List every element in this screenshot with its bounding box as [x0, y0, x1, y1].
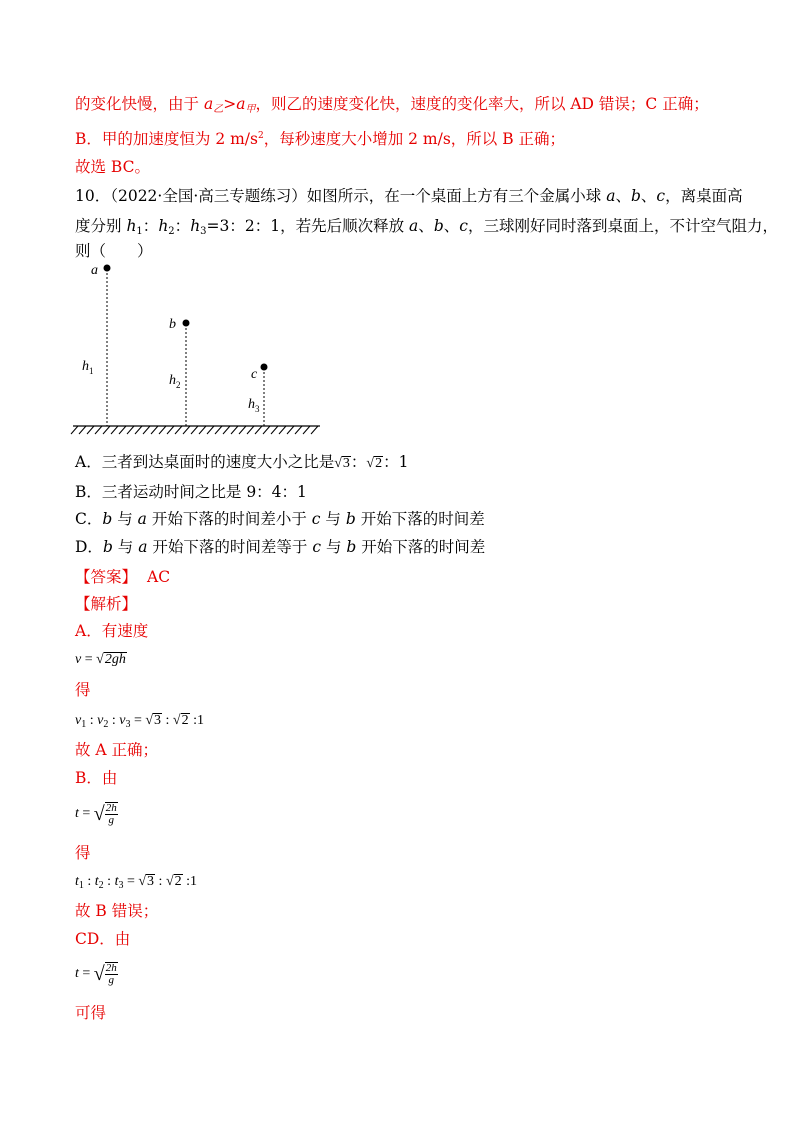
var: v — [97, 713, 104, 728]
var: h — [126, 217, 137, 235]
var: t — [114, 874, 119, 889]
text: : — [86, 713, 98, 728]
var: b — [346, 538, 357, 556]
text: ，则乙的速度变化快，速度的变化率大，所以 AD 错误；C 正确； — [255, 95, 709, 113]
label-a: a — [91, 263, 98, 278]
hatch-mark — [279, 426, 286, 434]
analysis-label: 【解析】 — [75, 595, 138, 613]
radicand: 2 — [174, 874, 182, 889]
denominator: g — [108, 814, 115, 826]
analysis-de-1: 得 — [75, 681, 91, 699]
radicand: 2 — [375, 456, 383, 471]
hatch-mark — [95, 426, 102, 434]
var: c — [311, 510, 321, 528]
text: 、 — [418, 217, 434, 235]
analysis-cd-intro: CD．由 — [75, 930, 131, 948]
equation-t-2: t = √ $\frac{2h}{g}$ — [75, 962, 117, 986]
option-b: B．三者运动时间之比是 9：4：1 — [75, 483, 307, 501]
var: t — [75, 966, 79, 982]
text: A．三者到达桌面时的速度大小之比是 — [75, 453, 335, 471]
text: = — [78, 806, 94, 822]
hatch-mark — [111, 426, 118, 434]
balls-figure — [70, 258, 330, 443]
hatch-mark — [127, 426, 134, 434]
text: C． — [75, 510, 103, 528]
text: 开始下落的时间差 — [356, 538, 486, 556]
ball-a — [104, 265, 111, 272]
hatch-mark — [239, 426, 246, 434]
text: B．甲的加速度恒为 2 m/s — [75, 130, 258, 148]
text: =3：2：1，若先后顺次释放 — [206, 217, 410, 235]
var: t — [94, 874, 99, 889]
sqrt-3: √3 — [334, 456, 350, 471]
label-h2: $h_2$ — [169, 373, 181, 390]
hatch-mark — [167, 426, 174, 434]
hatch-mark — [199, 426, 206, 434]
label-h3: $h_3$ — [248, 397, 260, 414]
hatch-mark — [151, 426, 158, 434]
hatch-mark — [215, 426, 222, 434]
equation-t-1: t = √ $\frac{2h}{g}$ — [75, 802, 117, 826]
text: ，三球刚好同时落到桌面上，不计空气阻力， — [467, 217, 778, 235]
analysis-de-2: 得 — [75, 844, 91, 862]
var: a — [409, 217, 419, 235]
text: : — [103, 874, 115, 889]
var: b — [102, 510, 113, 528]
hatch-mark — [271, 426, 278, 434]
subscript: 3 — [125, 719, 131, 730]
subscript: 3 — [118, 880, 124, 891]
numerator: 2h — [105, 962, 117, 974]
equation-time-ratio: $t_1$ : $t_2$ : $t_3 = √3$ : √2 :1 — [75, 874, 198, 891]
sqrt-2: √2 — [366, 456, 383, 471]
hatch-mark — [295, 426, 302, 434]
hatch-mark — [311, 426, 318, 434]
fraction — [105, 962, 118, 986]
var: t — [75, 806, 79, 822]
hatch-mark — [263, 426, 270, 434]
label-h1: $h_1$ — [82, 359, 94, 376]
text: 10．（2022·全国·高三专题练习）如图所示，在一个桌面上方有三个金属小球 — [75, 187, 607, 205]
subscript: 1 — [136, 226, 143, 237]
hatch-mark — [247, 426, 254, 434]
text: ，每秒速度大小增加 2 m/s，所以 B 正确； — [263, 130, 566, 148]
text: 、 — [443, 217, 460, 235]
hatch-marks — [71, 426, 318, 434]
var: v — [75, 713, 82, 728]
var: b — [433, 217, 444, 235]
text: 与 — [112, 510, 138, 528]
subscript: 乙 — [213, 104, 224, 115]
text: = — [78, 966, 94, 982]
text-line-1 — [75, 94, 709, 120]
radicand: 3 — [154, 713, 162, 728]
hatch-mark — [103, 426, 110, 434]
analysis-b-intro: B．由 — [75, 769, 118, 787]
text: 与 — [112, 538, 139, 556]
text: = — [123, 874, 139, 889]
var-a: a — [203, 95, 214, 113]
hatch-mark — [79, 426, 86, 434]
hatch-mark — [159, 426, 166, 434]
text: D． — [75, 538, 103, 556]
hatch-mark — [207, 426, 214, 434]
hatch-mark — [223, 426, 230, 434]
text: : — [83, 874, 95, 889]
subscript: 1 — [78, 880, 84, 891]
text: 开始下落的时间差小于 — [146, 510, 312, 528]
radicand: 3 — [147, 874, 155, 889]
var: c — [459, 217, 468, 235]
question-line-2 — [75, 216, 778, 242]
fraction — [105, 802, 118, 826]
var: v — [119, 713, 126, 728]
var: a — [138, 538, 148, 556]
hatch-mark — [231, 426, 238, 434]
radicand: 3 — [342, 456, 350, 471]
analysis-a-conclusion: 故 A 正确； — [75, 741, 159, 759]
text: = — [130, 713, 146, 728]
var-a: a — [236, 95, 246, 113]
ball-c — [261, 364, 268, 371]
subscript: 甲 — [245, 104, 256, 115]
hatch-mark — [119, 426, 126, 434]
text: 与 — [321, 538, 347, 556]
text: 、 — [640, 187, 657, 205]
text: 与 — [320, 510, 346, 528]
text: ，离桌面高 — [665, 187, 743, 205]
equation-v: v = √2gh — [75, 652, 126, 667]
analysis-b-conclusion: 故 B 错误； — [75, 902, 159, 920]
option-d — [75, 537, 485, 557]
var: b — [102, 538, 113, 556]
subscript: 3 — [200, 226, 207, 237]
text: :1 — [182, 874, 198, 889]
text: ：1 — [383, 453, 409, 471]
text: : — [155, 874, 166, 889]
text: ： — [142, 217, 159, 235]
var: b — [345, 510, 356, 528]
text: 度分别 — [75, 217, 127, 235]
hatch-mark — [303, 426, 310, 434]
var: t — [75, 874, 79, 889]
text: 开始下落的时间差等于 — [147, 538, 313, 556]
hatch-mark — [183, 426, 190, 434]
var: c — [312, 538, 322, 556]
var: c — [656, 187, 666, 205]
subscript: 2 — [98, 880, 104, 891]
text-line-2 — [75, 126, 565, 149]
hatch-mark — [287, 426, 294, 434]
text: 的变化快慢，由于 — [75, 95, 204, 113]
ball-b — [183, 320, 190, 327]
question-line-1 — [75, 186, 743, 206]
option-c — [75, 509, 485, 529]
text-line-3: 故选 BC。 — [75, 158, 150, 176]
text: ： — [174, 217, 191, 235]
hatch-mark — [143, 426, 150, 434]
hatch-mark — [255, 426, 262, 434]
analysis-kede: 可得 — [75, 1004, 107, 1022]
text: : — [108, 713, 120, 728]
text: = — [81, 652, 97, 667]
radicand: 2gh — [104, 652, 126, 667]
label-c: c — [251, 367, 258, 382]
hatch-mark — [175, 426, 182, 434]
text: 开始下落的时间差 — [355, 510, 485, 528]
numerator: 2h — [105, 802, 117, 814]
text: > — [223, 95, 237, 113]
option-a — [75, 452, 408, 474]
answer-line — [75, 567, 170, 587]
analysis-a-intro: A．有速度 — [75, 622, 149, 640]
subscript: 2 — [103, 719, 109, 730]
answer-label: 【答案】 — [75, 568, 138, 586]
radicand: 2 — [181, 713, 189, 728]
hatch-mark — [71, 426, 78, 434]
question-line-3: 则（ ） — [75, 242, 153, 260]
denominator: g — [108, 974, 115, 986]
hatch-mark — [191, 426, 198, 434]
equation-velocity-ratio: $v_1$ : $v_2$ : $v_3 = √3$ : √2 :1 — [75, 713, 204, 730]
text: :1 — [189, 713, 204, 728]
hatch-mark — [135, 426, 142, 434]
var: a — [606, 187, 616, 205]
var: b — [630, 187, 641, 205]
var: a — [137, 510, 147, 528]
text: 、 — [615, 187, 631, 205]
hatch-mark — [87, 426, 94, 434]
subscript: 2 — [168, 226, 175, 237]
answer-value: AC — [147, 568, 171, 586]
label-b: b — [169, 317, 176, 332]
var: v — [75, 652, 82, 667]
text: : — [162, 713, 173, 728]
var: h — [190, 217, 201, 235]
subscript: 1 — [81, 719, 87, 730]
superscript: 2 — [257, 131, 264, 141]
var: h — [158, 217, 169, 235]
text: ： — [350, 453, 367, 471]
